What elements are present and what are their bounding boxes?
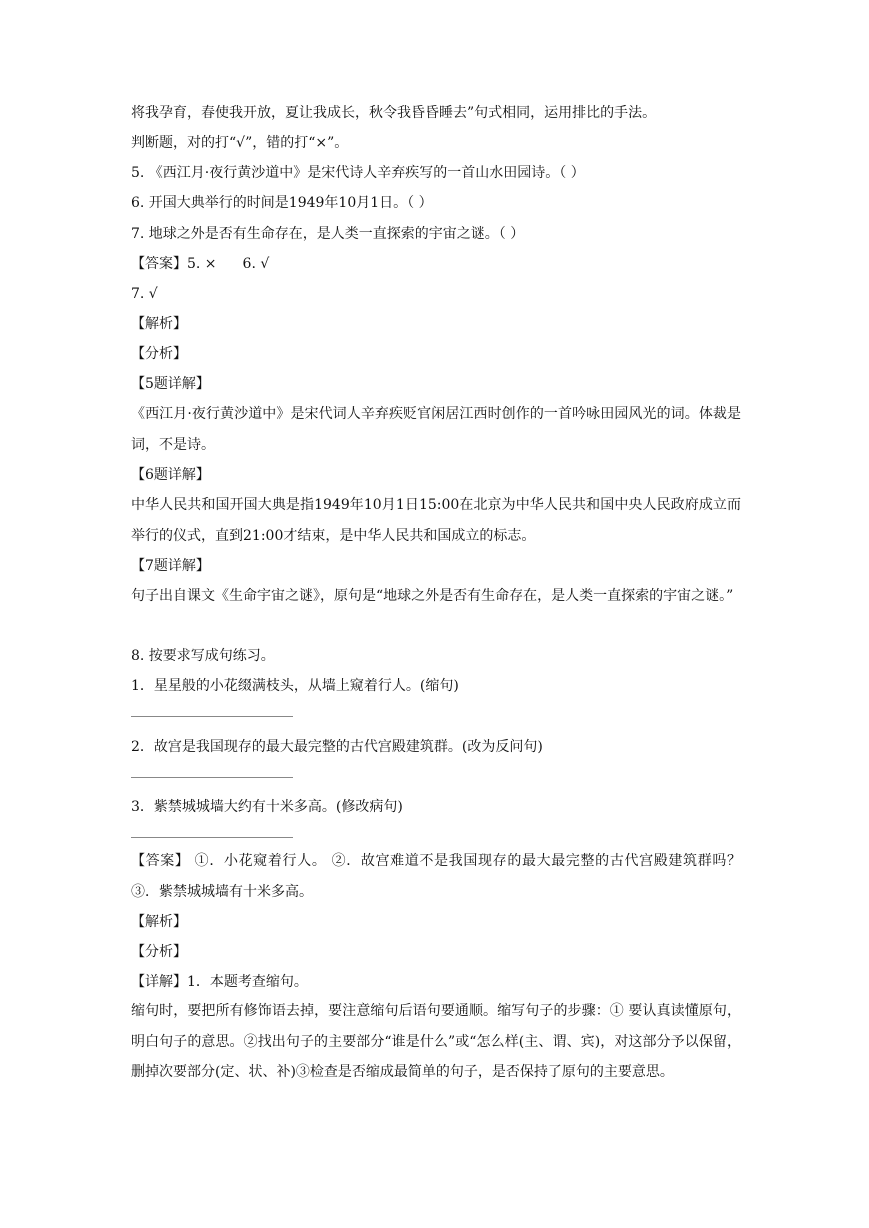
q5-detail-paragraph: 《西江月·夜行黄沙道中》是宋代词人辛弃疾贬官闲居江西时创作的一首吟咏田园风光的词。体裁是词，不是诗。 [131,406,741,453]
heading-q7-detail: 【7题详解】 [131,558,210,574]
answer-label: 【答案】5. × [131,256,217,272]
question-8-2: 2．故宫是我国现存的最大最完整的古代宫殿建筑群。(改为反问句) [131,739,543,755]
section-fenxi: 【分析】 [131,346,187,362]
answer-blank-2 [131,777,293,778]
answer-8-paragraph: 【答案】 ①．小花窥着行人。 ②．故宫难道不是我国现存的最大最完整的古代宫殿建筑群吗？ ③．紫禁城城墙有十米多高。 [131,853,741,900]
section-fenxi-2: 【分析】 [131,944,187,960]
suoju-explanation-paragraph: 缩句时，要把所有修饰语去掉，要注意缩句后语句要通顺。缩写句子的步骤：① 要认真读懂原句，明白句子的意思。②找出句子的主要部分“谁是什么”或“怎么样(主、谓、宾)，对这部分予以保留，删掉次要部分(定、状、补)③检查是否缩成最简单的句子，是否保持了原句的主要意思。 [131,1003,741,1080]
text-line: 将我孕育，春使我开放，夏让我成长，秋令我昏昏睡去”句式相同，运用排比的手法。 [131,105,657,121]
heading-q5-detail: 【5题详解】 [131,376,210,392]
section-jiexi-2: 【解析】 [131,914,187,930]
heading-q6-detail: 【6题详解】 [131,467,210,483]
answer-blank-3 [131,837,293,838]
question-5: 5. 《西江月·夜行黄沙道中》是宋代诗人辛弃疾写的一首山水田园诗。（ ） [131,165,585,181]
question-6: 6. 开国大典举行的时间是1949年10月1日。（ ） [131,195,433,211]
answer-blank-1 [131,716,293,717]
q6-detail-paragraph: 中华人民共和国开国大典是指1949年10月1日15:00在北京为中华人民共和国中央人民政府成立而举行的仪式，直到21:00才结束，是中华人民共和国成立的标志。 [131,497,741,544]
q7-detail-paragraph: 句子出自课文《生命宇宙之谜》，原句是“地球之外是否有生命存在，是人类一直探索的宇宙之谜。” [131,588,734,604]
question-8: 8. 按要求写成句练习。 [131,648,275,664]
detail-heading-8: 【详解】1．本题考查缩句。 [131,974,308,990]
question-7: 7. 地球之外是否有生命存在，是人类一直探索的宇宙之谜。（ ） [131,226,525,242]
question-8-3: 3．紫禁城城墙大约有十米多高。(修改病句) [131,799,403,815]
section-jiexi: 【解析】 [131,316,187,332]
answer-7: 7. √ [131,286,158,302]
answer-line [131,254,269,274]
question-8-1: 1．星星般的小花缀满枝头，从墙上窥着行人。(缩句) [131,678,459,694]
instruction-line: 判断题，对的打“√”，错的打“×”。 [131,135,349,151]
answer-6: 6. √ [242,256,270,272]
